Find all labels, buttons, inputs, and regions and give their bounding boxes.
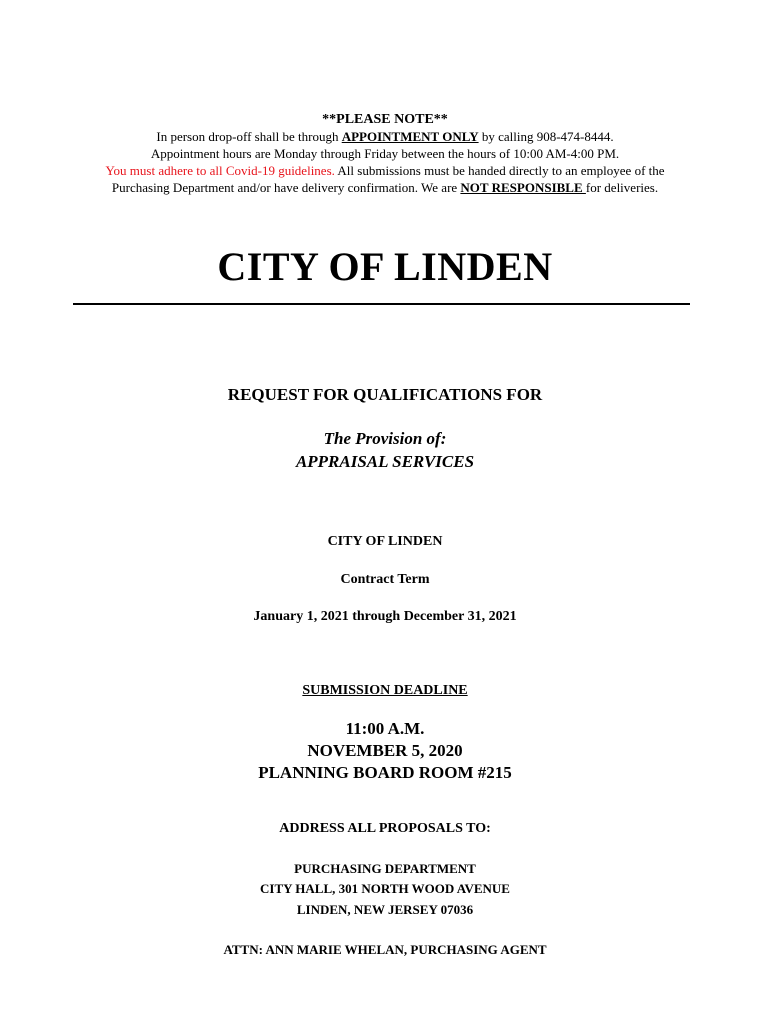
not-responsible-emphasis: NOT RESPONSIBLE: [460, 180, 586, 195]
issuer-name: CITY OF LINDEN: [327, 534, 443, 549]
please-note-title: **PLEASE NOTE**: [322, 112, 448, 127]
note-line4-text: Purchasing Department and/or have delivery confirmation. We are: [111, 180, 461, 195]
address-attention: ATTN: ANN MARIE WHELAN, PURCHASING AGENT: [223, 942, 547, 957]
covid-guidelines-warning: You must adhere to all Covid-19 guidelines.: [105, 163, 335, 178]
note-line4-end: for deliveries.: [585, 180, 659, 195]
address-department: PURCHASING DEPARTMENT: [294, 861, 476, 876]
contract-term-dates: January 1, 2021 through December 31, 2021: [253, 609, 517, 624]
deadline-date: NOVEMBER 5, 2020: [307, 741, 463, 760]
note-line1-text: In person drop-off shall be through: [156, 129, 342, 144]
document-title: CITY OF LINDEN: [217, 244, 553, 289]
title-divider: [73, 303, 690, 305]
deadline-time: 11:00 A.M.: [345, 719, 425, 738]
appointment-only-emphasis: APPOINTMENT ONLY: [341, 129, 479, 144]
service-name: APPRAISAL SERVICES: [295, 452, 475, 471]
note-line-hours: Appointment hours are Monday through Friday between the hours of 10:00 AM-4:00 PM.: [150, 146, 620, 161]
note-line-appointment: [0, 128, 770, 145]
please-note-block: [0, 111, 770, 196]
address-street: CITY HALL, 301 NORTH WOOD AVENUE: [260, 881, 510, 896]
address-city-state: LINDEN, NEW JERSEY 07036: [296, 902, 474, 917]
deadline-location: PLANNING BOARD ROOM #215: [258, 763, 512, 782]
note-line-covid: [0, 162, 770, 179]
submission-deadline-label: SUBMISSION DEADLINE: [302, 683, 468, 698]
rfq-heading: REQUEST FOR QUALIFICATIONS FOR: [227, 385, 543, 404]
provision-label: The Provision of:: [323, 429, 447, 448]
note-line1-phone: by calling 908-474-8444.: [478, 129, 614, 144]
note-line-responsibility: [0, 179, 770, 196]
contract-term-label: Contract Term: [340, 572, 430, 587]
note-line3-text: All submissions must be handed directly to an employee of the: [334, 163, 665, 178]
address-label: ADDRESS ALL PROPOSALS TO:: [279, 821, 491, 836]
